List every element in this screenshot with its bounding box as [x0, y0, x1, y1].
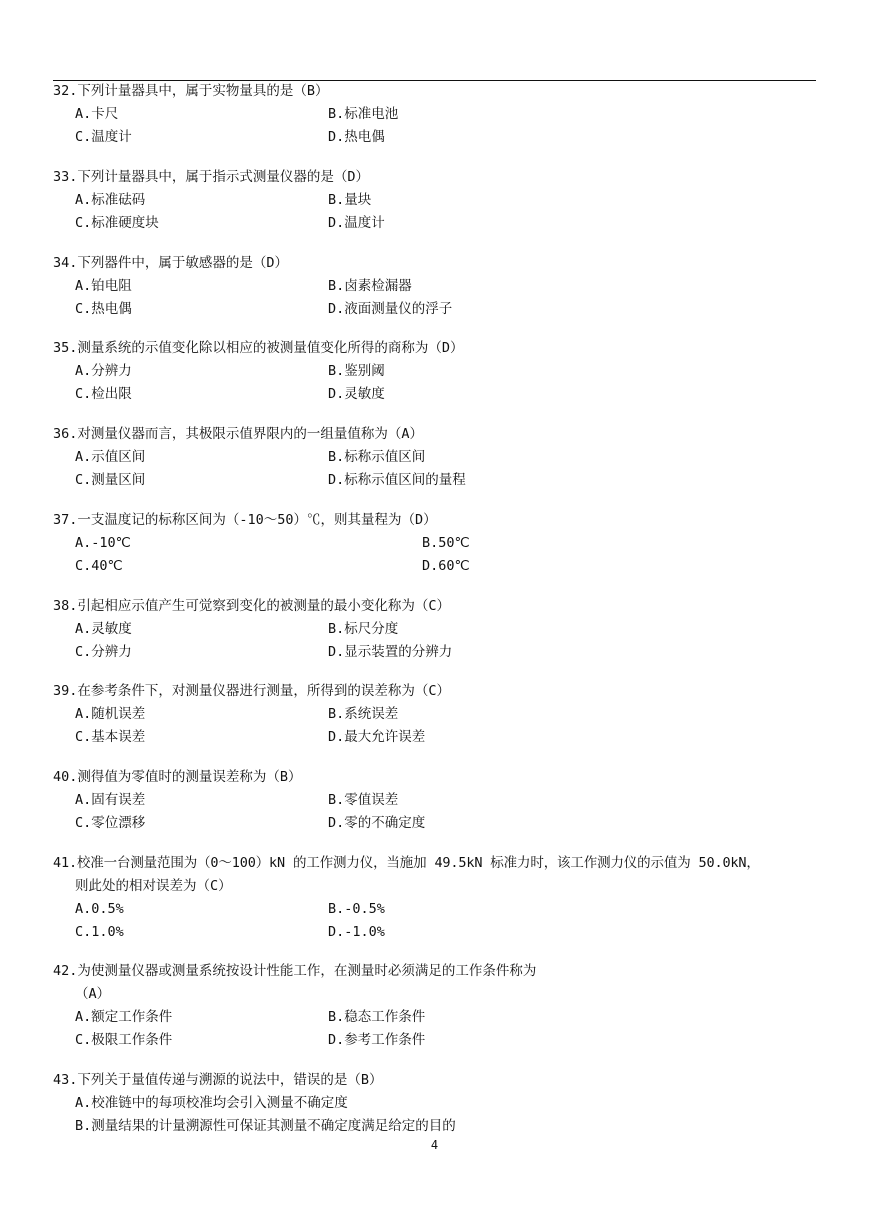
option-d: D.60℃ — [422, 558, 470, 574]
option-a: A.标准砝码 — [75, 192, 146, 208]
option-a: A.灵敏度 — [75, 621, 132, 637]
question-stem: 39.在参考条件下，对测量仪器进行测量，所得到的误差称为（C） — [53, 683, 451, 699]
question-35 — [53, 337, 464, 406]
option-b: B.标尺分度 — [328, 621, 399, 637]
option-a: A.校准链中的每项校准均会引入测量不确定度 — [75, 1095, 348, 1111]
question-42 — [53, 960, 536, 1052]
question-stem: 35.测量系统的示值变化除以相应的被测量值变化所得的商称为（D） — [53, 340, 464, 356]
option-a: A.示值区间 — [75, 449, 146, 465]
option-a: A.固有误差 — [75, 792, 146, 808]
option-d: D.液面测量仪的浮子 — [328, 301, 453, 317]
options-row — [53, 383, 464, 406]
option-a: A.铂电阻 — [75, 278, 132, 294]
question-38 — [53, 595, 452, 664]
question-40 — [53, 766, 425, 835]
option-d: D.零的不确定度 — [328, 815, 426, 831]
question-stem: 33.下列计量器具中，属于指示式测量仪器的是（D） — [53, 169, 370, 185]
option-b: B.零值误差 — [328, 792, 399, 808]
question-stem: 34.下列器件中，属于敏感器的是（D） — [53, 255, 289, 271]
option-c: C.检出限 — [75, 386, 132, 402]
question-stem: 40.测得值为零值时的测量误差称为（B） — [53, 769, 302, 785]
options-row — [53, 212, 385, 235]
option-a: A.额定工作条件 — [75, 1009, 173, 1025]
options-row — [53, 126, 398, 149]
question-33 — [53, 166, 385, 235]
options-row — [53, 103, 398, 126]
option-c: C.1.0% — [75, 924, 124, 940]
options-row — [53, 641, 452, 664]
option-c: C.分辨力 — [75, 644, 132, 660]
options-row — [53, 469, 466, 492]
option-b: B.50℃ — [422, 535, 470, 551]
options-row — [53, 898, 760, 921]
option-d: D.-1.0% — [328, 924, 385, 940]
option-d: D.温度计 — [328, 215, 385, 231]
question-37 — [53, 509, 470, 578]
option-b: B.量块 — [328, 192, 372, 208]
option-d: D.显示装置的分辨力 — [328, 644, 453, 660]
question-34 — [53, 252, 452, 321]
option-b: B.系统误差 — [328, 706, 399, 722]
options-row — [53, 298, 452, 321]
question-stem: 36.对测量仪器而言，其极限示值界限内的一组量值称为（A） — [53, 426, 424, 442]
question-36 — [53, 423, 466, 492]
question-stem: 42.为使测量仪器或测量系统按设计性能工作，在测量时必须满足的工作条件称为 — [53, 963, 537, 979]
options-row — [53, 532, 470, 555]
options-row — [53, 360, 464, 383]
options-row — [53, 189, 385, 212]
option-c: C.测量区间 — [75, 472, 146, 488]
options-row — [53, 1029, 536, 1052]
options-row — [53, 446, 466, 469]
question-stem-continuation: （A） — [75, 986, 111, 1002]
question-stem: 37.一支温度记的标称区间为（-10～50）℃，则其量程为（D） — [53, 512, 437, 528]
options-row — [53, 703, 450, 726]
options-row — [53, 812, 425, 835]
option-b: B.标称示值区间 — [328, 449, 426, 465]
question-43 — [53, 1069, 456, 1138]
option-c: C.标准硬度块 — [75, 215, 159, 231]
options-row — [53, 555, 470, 578]
option-d: D.标称示值区间的量程 — [328, 472, 466, 488]
option-c: C.零位漂移 — [75, 815, 146, 831]
question-stem: 41.校准一台测量范围为（0～100）kN 的工作测力仪，当施加 49.5kN 标准力时，该工作测力仪的示值为 50.0kN， — [53, 855, 760, 871]
option-d: D.参考工作条件 — [328, 1032, 426, 1048]
option-b: B.稳态工作条件 — [328, 1009, 426, 1025]
option-d: D.最大允许误差 — [328, 729, 426, 745]
option-a: A.卡尺 — [75, 106, 119, 122]
question-stem: 38.引起相应示值产生可觉察到变化的被测量的最小变化称为（C） — [53, 598, 451, 614]
question-32 — [53, 80, 398, 149]
option-c: C.基本误差 — [75, 729, 146, 745]
option-d: D.热电偶 — [328, 129, 385, 145]
question-stem: 32.下列计量器具中，属于实物量具的是（B） — [53, 83, 329, 99]
option-c: C.极限工作条件 — [75, 1032, 173, 1048]
question-stem-continuation: 则此处的相对误差为（C） — [75, 878, 232, 894]
option-b: B.卤素检漏器 — [328, 278, 412, 294]
options-row — [53, 275, 452, 298]
option-b: B.鉴别阈 — [328, 363, 385, 379]
question-stem: 43.下列关于量值传递与溯源的说法中，错误的是（B） — [53, 1072, 383, 1088]
option-c: C.热电偶 — [75, 301, 132, 317]
options-row — [53, 618, 452, 641]
option-a: A.-10℃ — [75, 535, 131, 551]
option-a: A.随机误差 — [75, 706, 146, 722]
question-39 — [53, 680, 450, 749]
question-41 — [53, 852, 760, 944]
options-row — [53, 789, 425, 812]
option-c: C.温度计 — [75, 129, 132, 145]
option-b: B.-0.5% — [328, 901, 385, 917]
option-b: B.测量结果的计量溯源性可保证其测量不确定度满足给定的目的 — [75, 1118, 456, 1134]
option-a: A.0.5% — [75, 901, 124, 917]
page-number: 4 — [430, 1138, 439, 1152]
options-row — [53, 726, 450, 749]
option-b: B.标准电池 — [328, 106, 399, 122]
options-row — [53, 921, 760, 944]
option-c: C.40℃ — [75, 558, 123, 574]
option-d: D.灵敏度 — [328, 386, 385, 402]
options-row — [53, 1006, 536, 1029]
option-a: A.分辨力 — [75, 363, 132, 379]
